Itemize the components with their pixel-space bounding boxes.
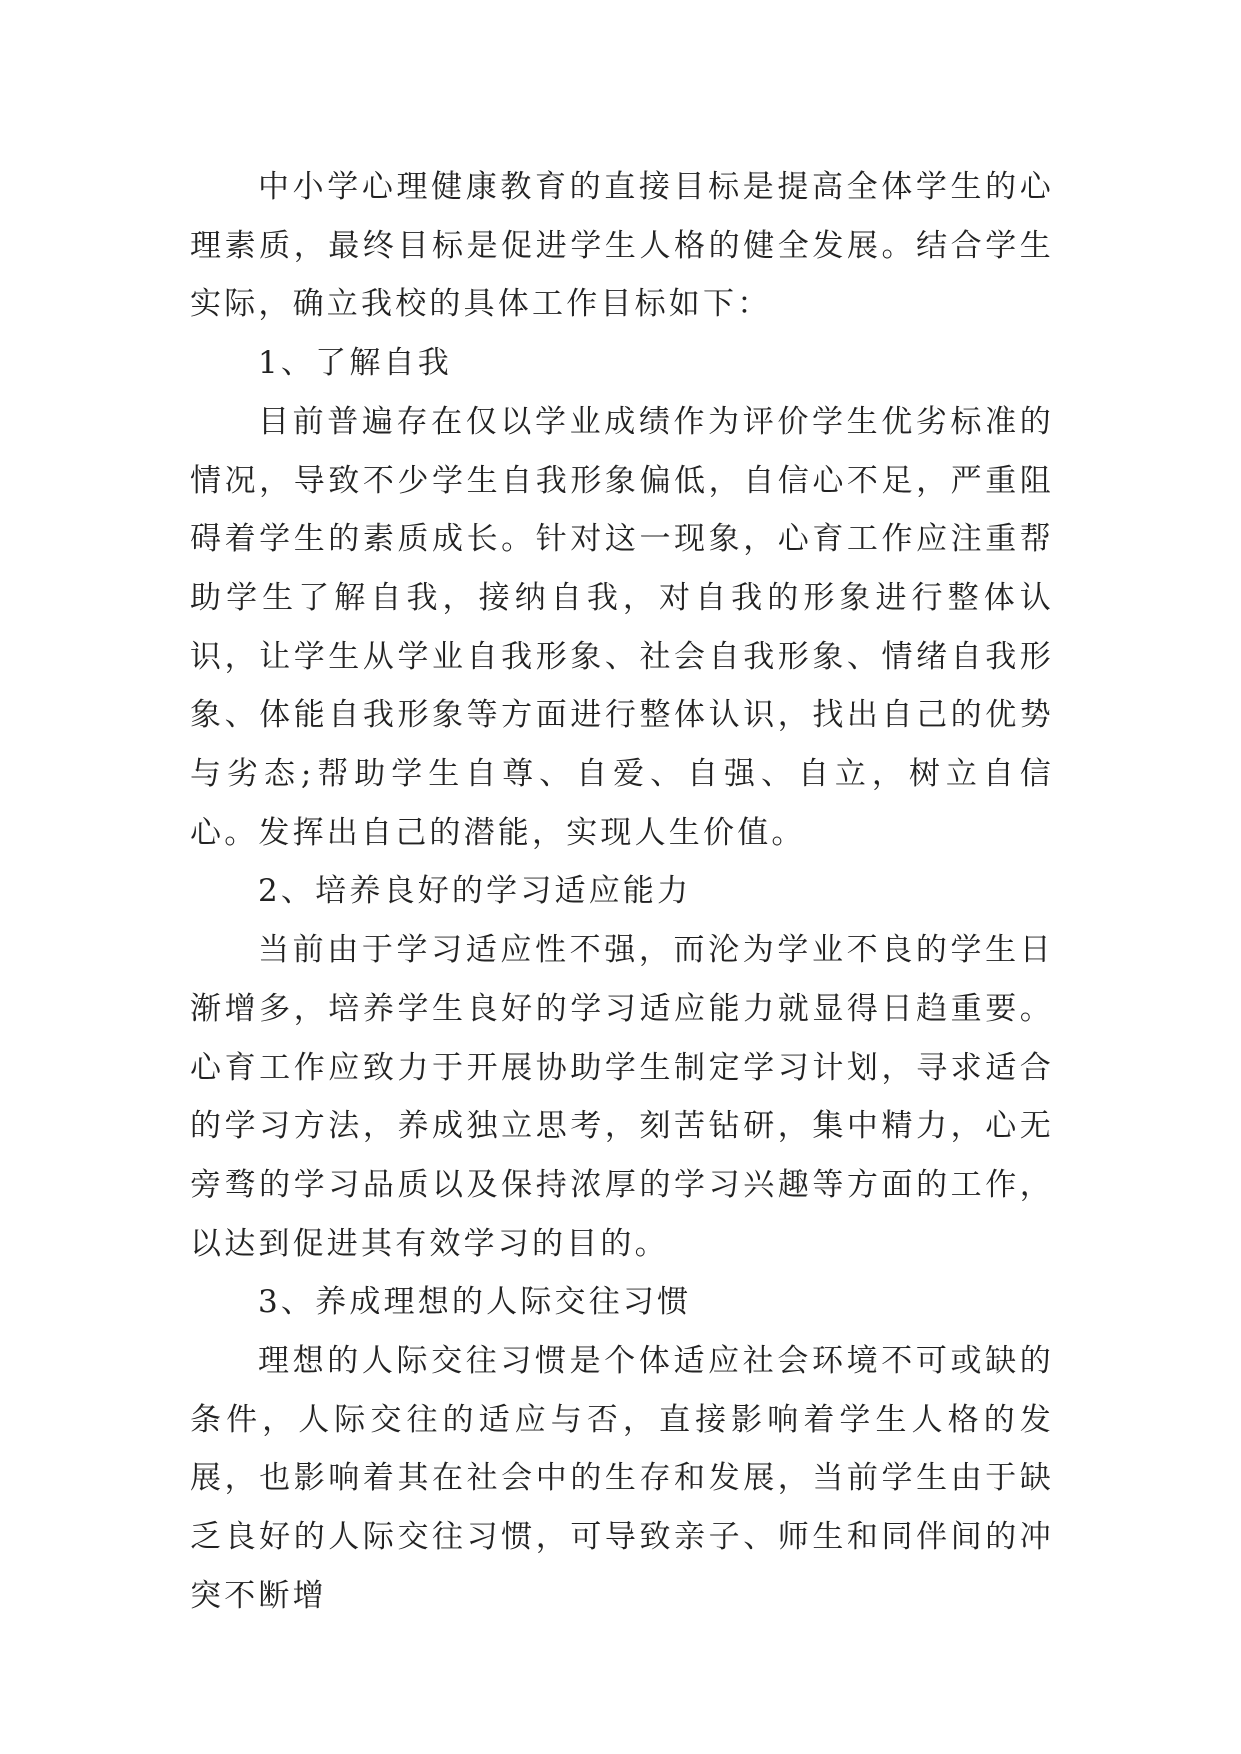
document-body	[190, 158, 1054, 1626]
section-heading-1: 1、了解自我	[258, 345, 452, 382]
section-paragraph-2: 当前由于学习适应性不强，而沦为学业不良的学生日渐增多，培养学生良好的学习适应能力就显得日趋重要。心育工作应致力于开展协助学生制定学习计划，寻求适合的学习方法，养成独立思考，刻苦钻研，集中精力，心无旁骛的学习品质以及保持浓厚的学习兴趣等方面的工作，以达到促进其有效学习的目的。	[190, 932, 1054, 1262]
section-heading-3: 3、养成理想的人际交往习惯	[258, 1284, 692, 1321]
intro-paragraph: 中小学心理健康教育的直接目标是提高全体学生的心理素质，最终目标是促进学生人格的健全发展。结合学生实际，确立我校的具体工作目标如下：	[190, 169, 1054, 323]
section-paragraph-3: 理想的人际交往习惯是个体适应社会环境不可或缺的条件，人际交往的适应与否，直接影响着学生人格的发展，也影响着其在社会中的生存和发展，当前学生由于缺乏良好的人际交往习惯，可导致亲子、师生和同伴间的冲突不断增	[190, 1343, 1054, 1614]
section-paragraph-1: 目前普遍存在仅以学业成绩作为评价学生优劣标准的情况，导致不少学生自我形象偏低，自信心不足，严重阻碍着学生的素质成长。针对这一现象，心育工作应注重帮助学生了解自我，接纳自我，对自我的形象进行整体认识，让学生从学业自我形象、社会自我形象、情绪自我形象、体能自我形象等方面进行整体认识，找出自己的优势与劣态;帮助学生自尊、自爱、自强、自立，树立自信心。发挥出自己的潜能，实现人生价值。	[190, 403, 1054, 851]
section-heading-2: 2、培养良好的学习适应能力	[258, 873, 692, 910]
